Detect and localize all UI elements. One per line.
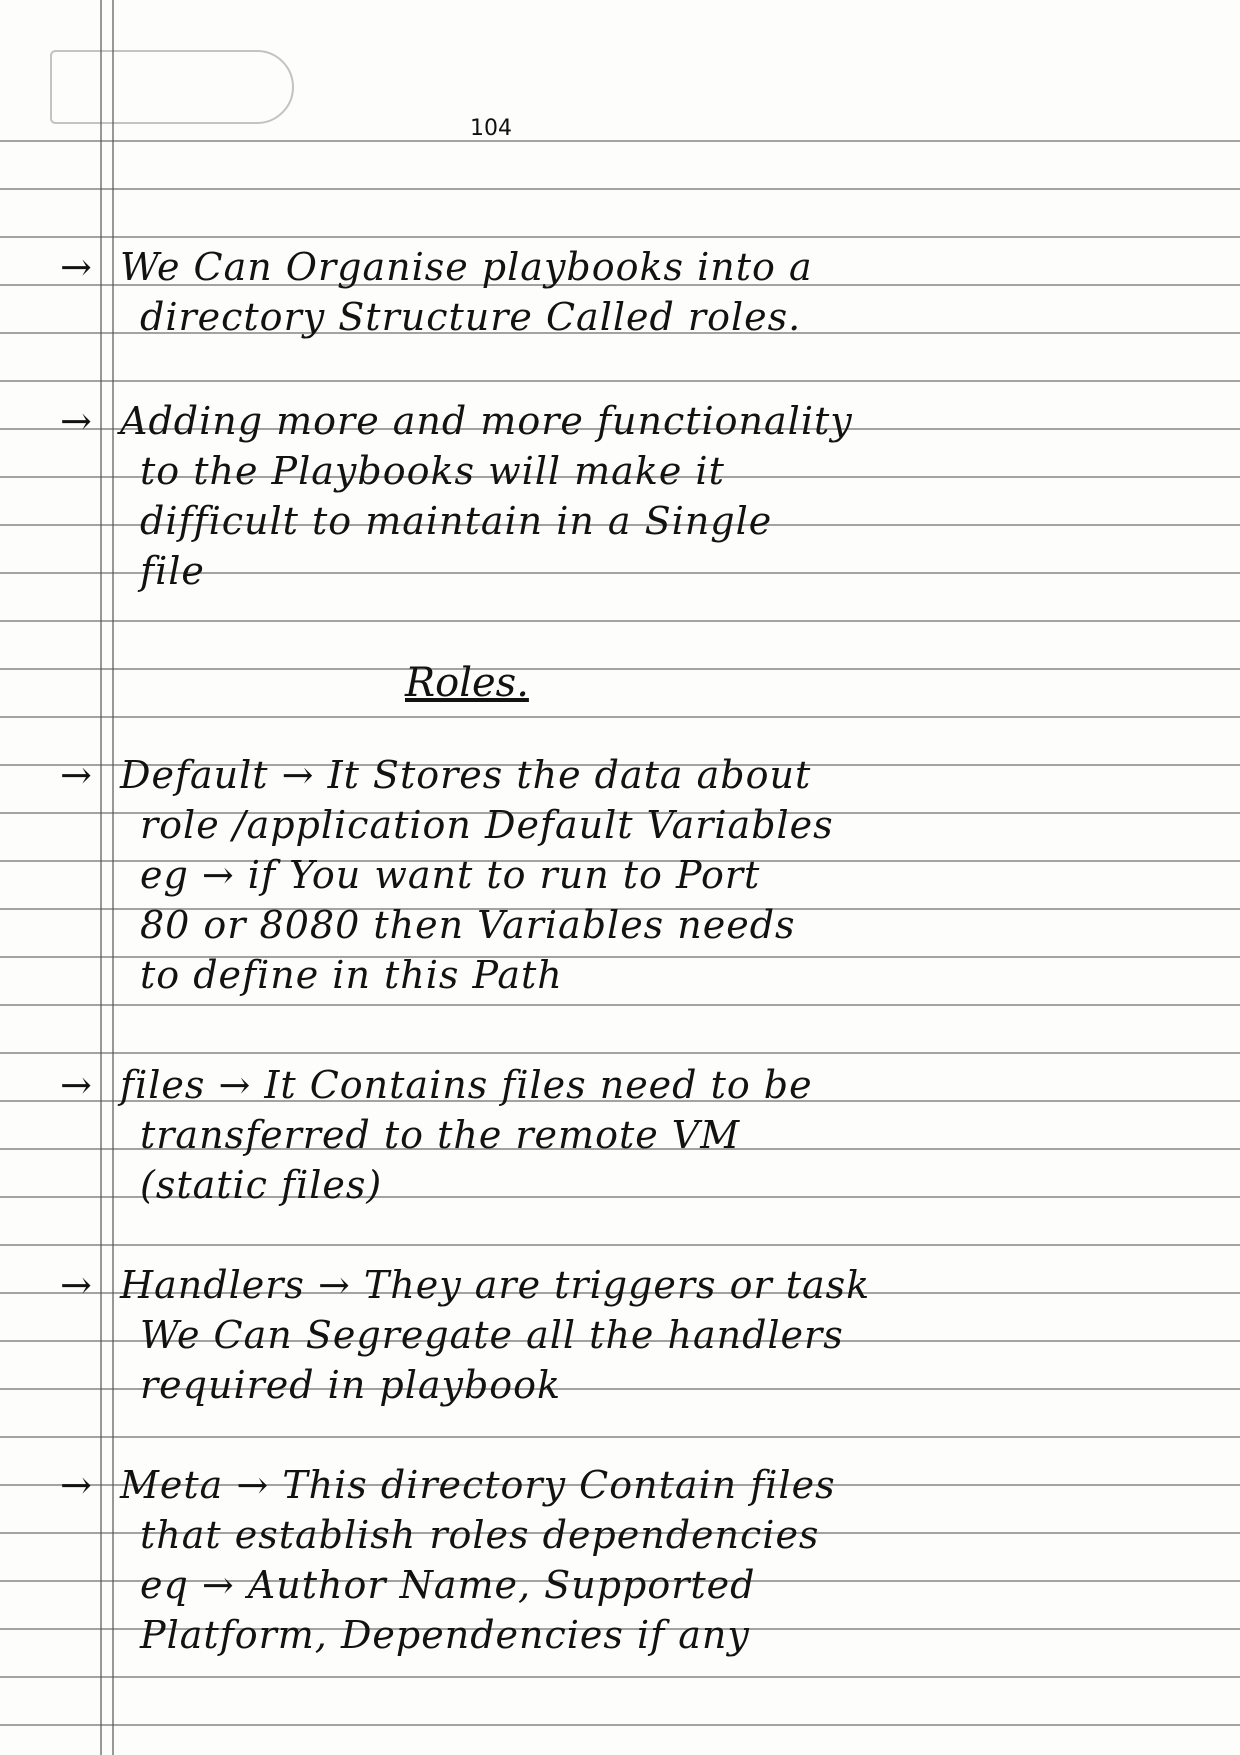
text-line: (static files) [140, 1163, 383, 1207]
ruled-line [0, 1052, 1240, 1054]
arrow-icon: → [60, 1263, 93, 1307]
text-line: to define in this Path [140, 953, 563, 997]
text-line: transferred to the remote VM [140, 1113, 741, 1157]
ruled-line [0, 140, 1240, 142]
arrow-icon: → [60, 399, 93, 443]
text-line: that establish roles dependencies [140, 1513, 820, 1557]
text-line: role /application Default Variables [140, 803, 834, 847]
arrow-icon: → [60, 1463, 93, 1507]
text-line: → Adding more and more functionality [60, 399, 853, 443]
text-line: → Meta → This directory Contain files [60, 1463, 836, 1507]
page-number: 104 [470, 116, 512, 141]
text-line: difficult to maintain in a Single [140, 499, 773, 543]
ruled-line [0, 188, 1240, 190]
arrow-icon: → [60, 245, 93, 289]
text-line: → files → It Contains files need to be [60, 1063, 813, 1107]
text-line: eg → if You want to run to Port [140, 853, 761, 897]
text-line: 80 or 8080 then Variables needs [140, 903, 796, 947]
ruled-line [0, 1676, 1240, 1678]
ruled-line [0, 236, 1240, 238]
text-line: → Default → It Stores the data about [60, 753, 812, 797]
text-line: file [140, 549, 205, 593]
ruled-line [0, 668, 1240, 670]
text-line: required in playbook [140, 1363, 562, 1407]
text-line: → We Can Organise playbooks into a [60, 245, 813, 289]
ruled-line [0, 1724, 1240, 1726]
ruled-line [0, 380, 1240, 382]
text-line: → Handlers → They are triggers or task [60, 1263, 871, 1307]
section-heading: Roles. [405, 660, 529, 706]
ruled-line [0, 1004, 1240, 1006]
ruled-line [0, 1436, 1240, 1438]
ruled-line [0, 620, 1240, 622]
text-line: We Can Segregate all the handlers [140, 1313, 844, 1357]
notebook-tab-mark [50, 50, 294, 124]
ruled-line [0, 1244, 1240, 1246]
text-line: to the Playbooks will make it [140, 449, 725, 493]
arrow-icon: → [60, 1063, 93, 1107]
text-line: directory Structure Called roles. [140, 295, 802, 339]
text-line: Platform, Dependencies if any [140, 1613, 750, 1657]
ruled-line [0, 716, 1240, 718]
text-line: eq → Author Name, Supported [140, 1563, 756, 1607]
arrow-icon: → [60, 753, 93, 797]
